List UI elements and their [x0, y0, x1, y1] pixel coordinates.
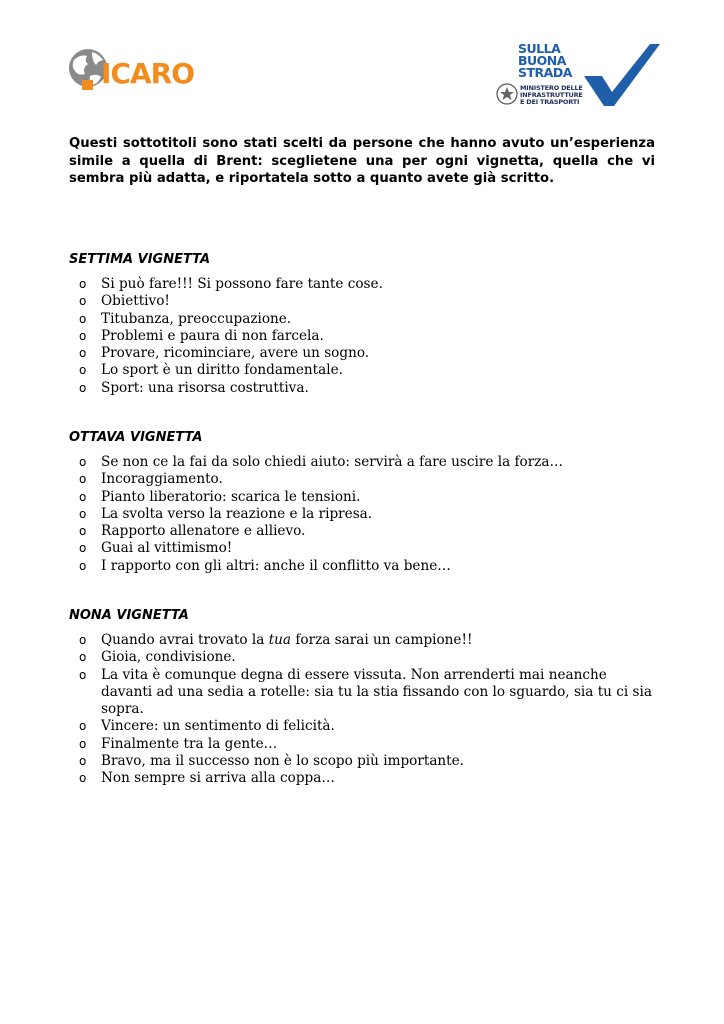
list-item [0, 667, 661, 719]
logo-line: BUONA [518, 53, 566, 68]
logo-line: STRADA [518, 65, 572, 80]
section-title-nona: NONA VIGNETTA [69, 608, 189, 623]
list-item [0, 345, 661, 362]
list-item [0, 276, 661, 293]
item-text: forza sarai un campione!! [291, 632, 473, 648]
list-item [0, 362, 661, 379]
logo-line: SULLA [518, 41, 561, 56]
bullet: o [79, 455, 87, 469]
bullet: o [79, 294, 87, 309]
bullet: o [79, 541, 87, 556]
item-text: La svolta verso la reazione e la ripresa. [101, 505, 373, 522]
bullet: o [79, 771, 87, 786]
item-text: Guai al vittimismo! [101, 540, 233, 557]
item-text: Lo sport è un diritto fondamentale. [101, 362, 343, 379]
list-item [0, 753, 661, 770]
list-item [0, 293, 661, 310]
bullet: o [79, 650, 87, 665]
bullet: o [79, 506, 87, 521]
options-list-settima [0, 276, 724, 397]
item-text: La vita è comunque degna di essere vissuta. Non arrenderti mai neanche davanti ad una sedia a rotelle: sia tu la stia fissando con lo sguardo, sia tu ci sia sopra. [101, 666, 652, 718]
bullet: o [79, 380, 87, 395]
list-item [0, 489, 661, 506]
item-text: Titubanza, preoccupazione. [101, 310, 292, 327]
item-text: Obiettivo! [101, 293, 170, 310]
item-text: Incoraggiamento. [101, 471, 223, 488]
bullet: o [79, 363, 87, 378]
item-text: Sport: una risorsa costruttiva. [101, 379, 309, 396]
item-text: Vincere: un sentimento di felicità. [101, 718, 335, 735]
item-text: Bravo, ma il successo non è lo scopo più importante. [101, 753, 465, 770]
intro-paragraph: Questi sottotitoli sono stati scelti da persone che hanno avuto un’esperienza simile a quella di Brent: sceglietene una per ogni vignetta, quella che vi sembra più adatta, e riportatela sotto a quanto avete già scritto. [69, 136, 655, 186]
section-title-ottava: OTTAVA VIGNETTA [69, 430, 203, 445]
list-item [0, 649, 661, 666]
bullet: o [79, 558, 87, 573]
bullet: o [79, 328, 87, 343]
page-header [0, 0, 724, 120]
item-text: Si può fare!!! Si possono fare tante cose. [101, 276, 383, 292]
item-text: Rapporto allenatore e allievo. [101, 523, 306, 540]
list-item [0, 471, 661, 488]
bullet: o [79, 633, 87, 647]
item-emphasis: tua [268, 632, 292, 648]
list-item [0, 380, 661, 397]
section-title-settima: SETTIMA VIGNETTA [69, 252, 211, 267]
list-item [0, 328, 661, 345]
sulla-buona-strada-logo [494, 40, 664, 110]
list-item [0, 540, 661, 557]
item-text: Quando avrai trovato la [101, 632, 269, 648]
options-list-nona [0, 632, 724, 788]
item-text: Gioia, condivisione. [101, 649, 236, 666]
ministry-line: INFRASTRUTTURE [520, 91, 583, 99]
list-item [0, 736, 661, 753]
ministry-line: MINISTERO DELLE [520, 84, 583, 92]
list-item [0, 718, 661, 735]
item-text: Pianto liberatorio: scarica le tensioni. [101, 488, 361, 505]
bullet: o [79, 667, 87, 682]
bullet: o [79, 277, 87, 291]
item-text: I rapporto con gli altri: anche il conflitto va bene… [101, 557, 451, 574]
bullet: o [79, 524, 87, 539]
list-item [0, 311, 661, 328]
list-item [0, 632, 661, 649]
item-text: Problemi e paura di non farcela. [101, 327, 324, 344]
list-item [0, 454, 661, 471]
bullet: o [79, 736, 87, 751]
list-item [0, 558, 661, 575]
bullet: o [79, 472, 87, 487]
list-item [0, 523, 661, 540]
item-text: Non sempre si arriva alla coppa… [101, 770, 335, 787]
icaro-logo [68, 44, 213, 94]
list-item [0, 770, 661, 787]
icaro-logo-text: ICARO [101, 57, 194, 90]
republic-emblem-icon [496, 82, 518, 106]
ministry-line: E DEI TRASPORTI [520, 98, 580, 106]
bullet: o [79, 719, 87, 734]
list-item [0, 506, 661, 523]
options-list-ottava [0, 454, 724, 575]
bullet: o [79, 346, 87, 361]
bullet: o [79, 754, 87, 769]
checkmark-icon [582, 40, 662, 110]
bullet: o [79, 311, 87, 326]
bullet: o [79, 489, 87, 504]
item-text: Finalmente tra la gente… [101, 735, 278, 752]
item-text: Provare, ricominciare, avere un sogno. [101, 345, 370, 362]
item-text: Se non ce la fai da solo chiedi aiuto: servirà a fare uscire la forza… [101, 454, 564, 470]
